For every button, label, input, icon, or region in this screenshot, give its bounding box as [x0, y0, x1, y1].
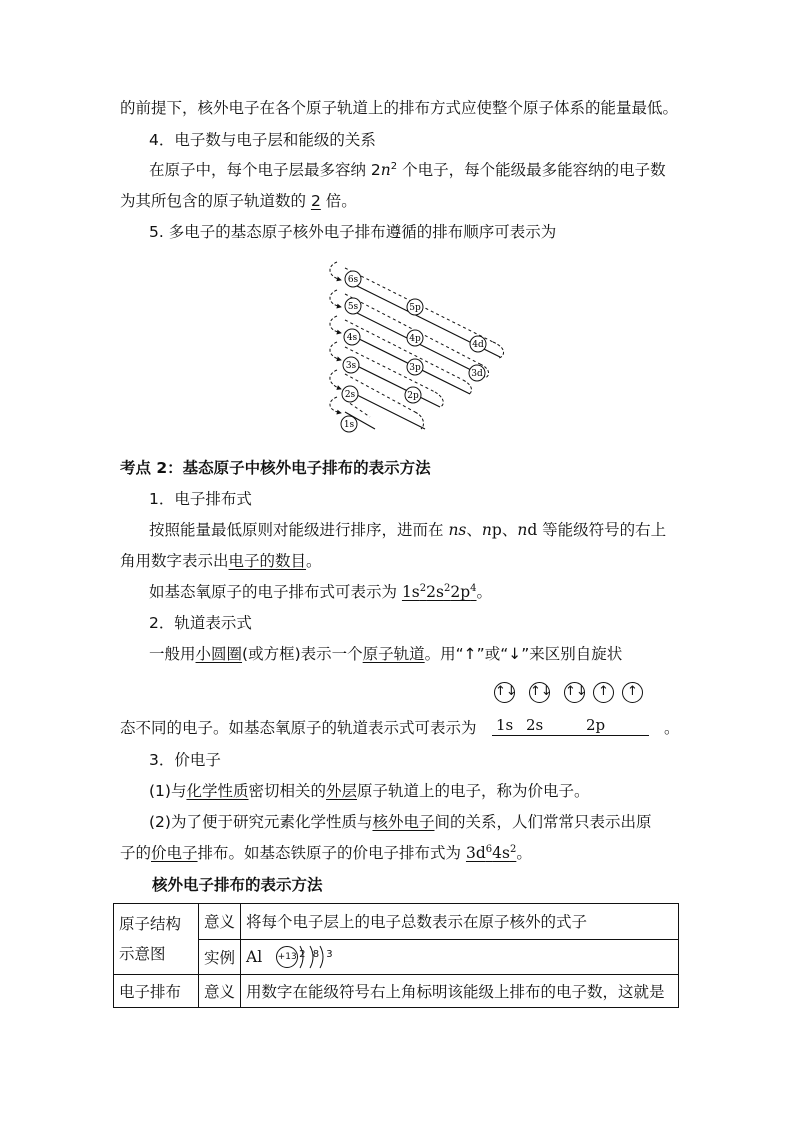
level-3p [407, 359, 423, 375]
level-4s [344, 329, 360, 345]
row-header-electron-config: 电子排布 [114, 975, 199, 1008]
cell-meaning: 意义 [199, 904, 241, 940]
table-title: 核外电子排布的表示方法 [152, 876, 323, 894]
svg-text:5s: 5s [347, 302, 359, 312]
paragraph-line: 角用数字表示出电子的数目。 [120, 552, 322, 570]
cell-example: 实例 [199, 939, 241, 975]
level-3s [343, 357, 359, 373]
svg-text:3s: 3s [345, 361, 357, 371]
al-nucleus: +13 [276, 946, 298, 968]
level-4p [407, 330, 423, 346]
svg-text:4d: 4d [472, 340, 484, 350]
paragraph-line: 子的价电子排布。如基态铁原子的价电子排布式为 $3d^64s^2$。 [120, 843, 532, 862]
orbital-1s: ↑↓ [494, 682, 515, 703]
representation-methods-table [113, 903, 679, 1008]
orbital-2s: ↑↓ [529, 682, 550, 703]
paragraph-line: 的前提下，核外电子在各个原子轨道上的排布方式应使整个原子体系的能量最低。 [120, 99, 679, 117]
cell-meaning-text: 用数字在能级符号右上角标明该能级上排布的电子数，这就是 [241, 975, 679, 1008]
level-1s [341, 416, 357, 432]
iron-valence-config: $3d^64s^2$ [465, 843, 517, 862]
oxygen-electron-config: $1s^22s^22p^4$ [401, 582, 477, 601]
oxygen-orbital-diagram [492, 680, 652, 740]
section-heading-4: 4．电子数与电子层和能级的关系 [149, 131, 376, 149]
svg-text:4p: 4p [409, 334, 421, 344]
svg-text:6s: 6s [347, 275, 359, 285]
paragraph-line: (2)为了便于研究元素化学性质与核外电子间的关系，人们常常只表示出原 [149, 813, 652, 831]
level-6s [345, 271, 361, 287]
orbital-label-2s: 2s [526, 716, 544, 734]
level-2p [405, 387, 421, 403]
section-heading-5: 5. 多电子的基态原子核外电子排布遵循的排布顺序可表示为 [149, 223, 557, 241]
answer-underline [492, 735, 649, 736]
svg-text:1s: 1s [343, 420, 355, 430]
al-symbol: Al [246, 947, 263, 966]
subsection-3: 3．价电子 [149, 751, 221, 769]
orbital-label-2p: 2p [586, 716, 606, 734]
orbital-2p-2: ↑ [593, 682, 614, 703]
svg-text:2s: 2s [344, 390, 356, 400]
orbital-filling-order-diagram [315, 252, 515, 442]
orbital-2p-1: ↑↓ [564, 682, 585, 703]
paragraph-end: 。 [664, 719, 680, 737]
orbital-label-1s: 1s [496, 716, 514, 734]
paragraph-line: 为其所包含的原子轨道数的 2 倍。 [120, 192, 357, 210]
al-shell-counts: 2 8 3 [299, 948, 335, 960]
cell-meaning: 意义 [199, 975, 241, 1008]
svg-text:5p: 5p [409, 303, 421, 313]
paragraph-line: 在原子中，每个电子层最多容纳 $2n^2$ 个电子，每个能级最多能容纳的电子数 [149, 160, 666, 179]
level-5p [407, 299, 423, 315]
paragraph-line: (1)与化学性质密切相关的外层原子轨道上的电子，称为价电子。 [149, 782, 590, 800]
svg-text:4s: 4s [346, 333, 358, 343]
row-header-structure-diagram: 原子结构 示意图 [114, 904, 199, 975]
svg-text:3p: 3p [409, 363, 421, 373]
paragraph-line: 按照能量最低原则对能级进行排序，进而在 ns、np、nd 等能级符号的右上 [149, 521, 667, 539]
level-2s [342, 386, 358, 402]
paragraph-line: 态不同的电子。如基态氧原子的轨道表示式可表示为 [120, 719, 477, 737]
subsection-2: 2．轨道表示式 [149, 614, 252, 632]
al-atom-diagram [266, 946, 346, 968]
cell-example-al [241, 939, 679, 975]
level-3d [469, 365, 485, 381]
level-5s [345, 298, 361, 314]
paragraph-line: 一般用小圆圈(或方框)表示一个原子轨道。用“↑”或“↓”来区别自旋状 [149, 645, 623, 663]
paragraph-line: 如基态氧原子的电子排布式可表示为 $1s^22s^22p^4$。 [149, 582, 493, 601]
svg-text:2p: 2p [407, 391, 419, 401]
orbital-2p-3: ↑ [622, 682, 643, 703]
key-point-2-heading: 考点 2：基态原子中核外电子排布的表示方法 [120, 459, 431, 477]
cell-meaning-text: 将每个电子层上的电子总数表示在原子核外的式子 [241, 904, 679, 940]
level-4d [470, 336, 486, 352]
subsection-1: 1．电子排布式 [149, 490, 252, 508]
svg-text:3d: 3d [471, 369, 483, 379]
